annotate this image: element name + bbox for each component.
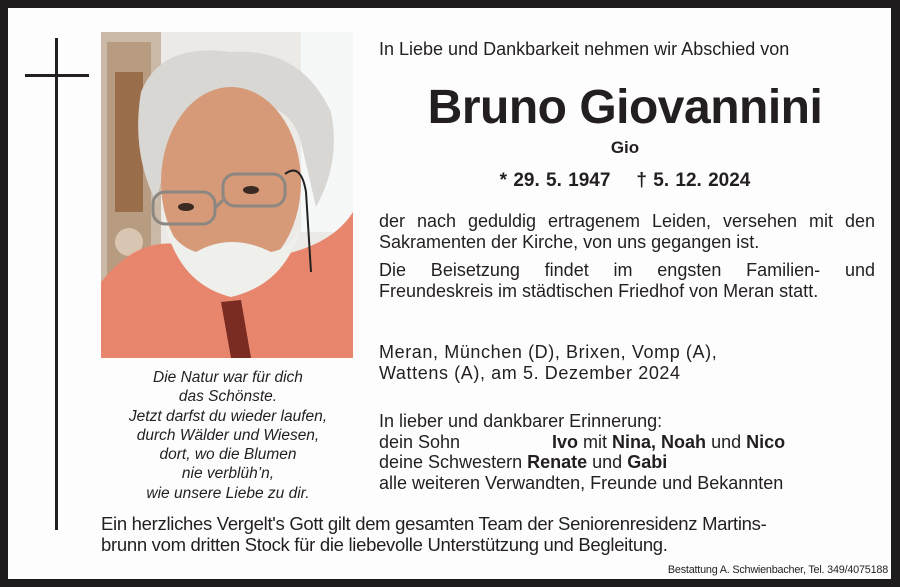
birth-date: * 29. 5. 1947 [499,170,611,191]
sister-name: Renate [527,452,588,472]
portrait-photo [101,32,353,358]
deceased-nickname: Gio [610,138,640,157]
mourner-son-row [379,432,875,453]
grandchildren-names: Nina, Noah [612,431,707,452]
poem-line: Die Natur war für dich [153,369,303,386]
mourners-heading: In lieber und dankbarer Erinnerung: [379,411,663,431]
connector: und [711,431,742,452]
mourner-others-row: alle weiteren Verwandten, Freunde und Bekannten [379,472,784,493]
poem-line: Jetzt darfst du wieder laufen, [128,407,328,425]
places-line: Meran, München (D), Brixen, Vomp (A), [379,342,718,362]
sister-name: Gabi [627,452,668,472]
thanks-line: Ein herzliches Vergelt's Gott gilt dem gesamten Team der Seniorenresidenz Martins- [101,513,767,534]
grandchild-name: Nico [746,431,786,452]
cross-icon [55,38,58,530]
thanks-line: brunn vom dritten Stock für die liebevolle Unterstützung und Begleitung. [101,534,668,555]
son-group [552,432,785,453]
death-date: † 5. 12. 2024 [636,170,751,191]
life-dates [380,169,870,193]
poem [100,368,356,503]
intro-text: In Liebe und Dankbarkeit nehmen wir Abschied von [379,39,790,59]
connector: und [592,452,623,472]
places-line: Wattens (A), am 5. Dezember 2024 [379,362,681,383]
mourners-list [379,411,875,493]
sisters-label: deine Schwestern [379,452,523,472]
son-label: dein Sohn [379,431,461,452]
thanks-note [101,513,881,555]
burial-paragraph: Die Beisetzung findet im engsten Familien- und Freundeskreis im städtischen Friedhof von Meran statt. [379,260,875,301]
poem-line: dort, wo die Blumen [159,446,297,464]
passing-paragraph: der nach geduldig ertragenem Leiden, versehen mit den Sakramenten der Kirche, von uns gegangen ist. [379,211,875,252]
cross-icon-bar [25,74,89,77]
poem-line: durch Wälder und Wiesen, [136,426,320,444]
deceased-name: Bruno Giovannini [427,81,823,134]
mourner-sisters-row [379,452,875,473]
poem-line: das Schönste. [178,388,278,406]
poem-line: wie unsere Liebe zu dir. [146,484,310,502]
places-date [379,342,875,383]
undertaker-credit: Bestattung A. Schwienbacher, Tel. 349/4075188 [667,564,888,576]
son-name: Ivo [552,431,579,452]
connector: mit [583,431,608,452]
poem-line: nie verblüh’n, [181,465,275,483]
